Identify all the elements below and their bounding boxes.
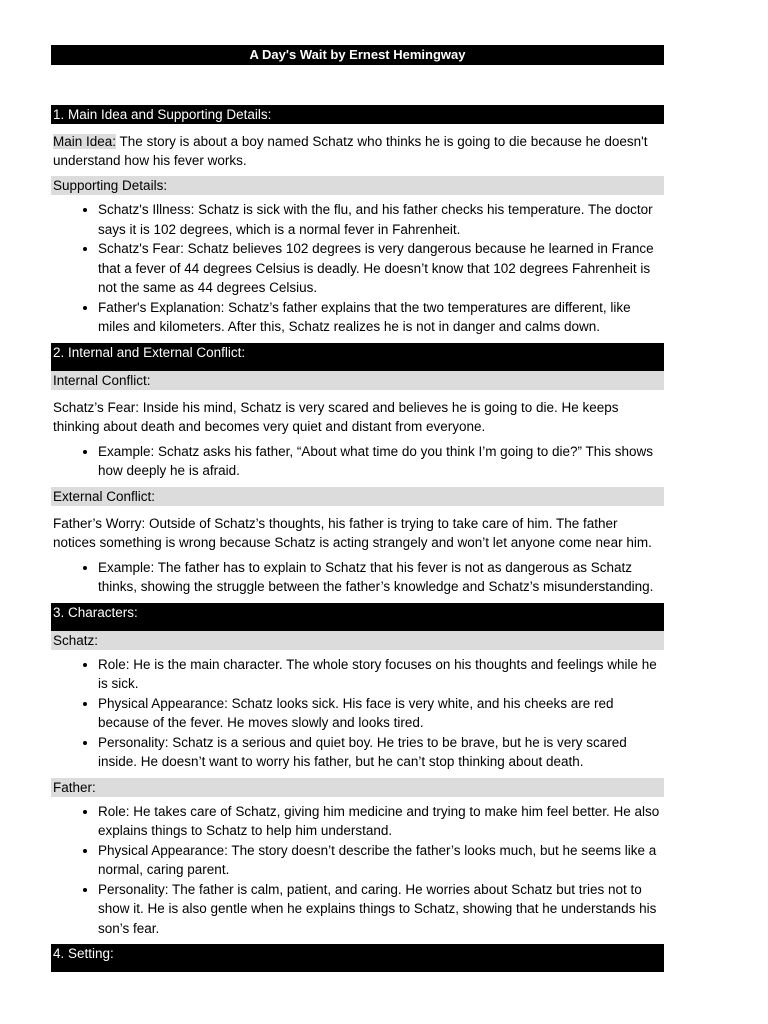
main-idea-text: The story is about a boy named Schatz who thinks he is going to die because he doesn't understand how his fever works. [53,134,648,168]
internal-conflict-list [51,442,664,481]
list-item: • Schatz's Fear: Schatz believes 102 degrees is very dangerous because he learned in France that a fever of 44 degrees Celsius is deadly. He doesn’t know that 102 degrees Fahrenheit is not the same as 44 degrees Celsius. [98,239,664,298]
main-idea-paragraph [53,132,664,170]
list-item: • Role: He takes care of Schatz, giving him medicine and trying to make him feel better. He also explains things to Schatz to help him understand. [98,802,664,841]
list-item: • Schatz's Illness: Schatz is sick with the flu, and his father checks his temperature. The doctor says it is 102 degrees, which is a normal fever in Fahrenheit. [98,200,664,239]
list-item: • Physical Appearance: Schatz looks sick. His face is very white, and his cheeks are red because of the fever. He moves slowly and looks tired. [98,694,664,733]
external-conflict-text: Father’s Worry: Outside of Schatz’s thoughts, his father is trying to take care of him. The father notices something is wrong because Schatz is acting strangely and won’t let anyone come near him. [53,515,652,550]
supporting-details-label: Supporting Details: [51,176,664,195]
external-conflict-list [51,558,664,597]
internal-conflict-label: Internal Conflict: [51,371,664,390]
father-list [51,802,664,939]
schatz-label: Schatz: [51,631,664,650]
document-page [51,45,664,972]
list-item: • Example: The father has to explain to Schatz that his fever is not as dangerous as Schatz thinks, showing the struggle between the father’s knowledge and Schatz’s misunderstanding. [98,558,664,597]
section-heading-main-idea: 1. Main Idea and Supporting Details: [51,105,664,124]
list-item: • Personality: The father is calm, patient, and caring. He worries about Schatz but tries not to show it. He is also gentle when he explains things to Schatz, showing that he understands his son’s fear. [98,880,664,939]
main-idea-label: Main Idea: [53,134,117,149]
document-title: A Day's Wait by Ernest Hemingway [51,45,664,65]
internal-conflict-text: Schatz’s Fear: Inside his mind, Schatz is very scared and believes he is going to die. He keeps thinking about death and becomes very quiet and distant from everyone. [53,399,619,434]
supporting-details-list [51,200,664,337]
list-item: • Example: Schatz asks his father, “About what time do you think I’m going to die?” This shows how deeply he is afraid. [98,442,664,481]
father-label: Father: [51,778,664,797]
list-item: • Personality: Schatz is a serious and quiet boy. He tries to be brave, but he is very scared inside. He doesn’t want to worry his father, but he can’t stop thinking about death. [98,733,664,772]
section-heading-conflict: 2. Internal and External Conflict: [51,343,664,371]
list-item: • Physical Appearance: The story doesn’t describe the father’s looks much, but he seems like a normal, caring parent. [98,841,664,880]
external-conflict-label: External Conflict: [51,487,664,506]
section-heading-characters: 3. Characters: [51,603,664,631]
section-heading-setting: 4. Setting: [51,944,664,972]
schatz-list [51,655,664,772]
list-item: • Role: He is the main character. The whole story focuses on his thoughts and feelings while he is sick. [98,655,664,694]
list-item: • Father's Explanation: Schatz’s father explains that the two temperatures are different, like miles and kilometers. After this, Schatz realizes he is not in danger and calms down. [98,298,664,337]
